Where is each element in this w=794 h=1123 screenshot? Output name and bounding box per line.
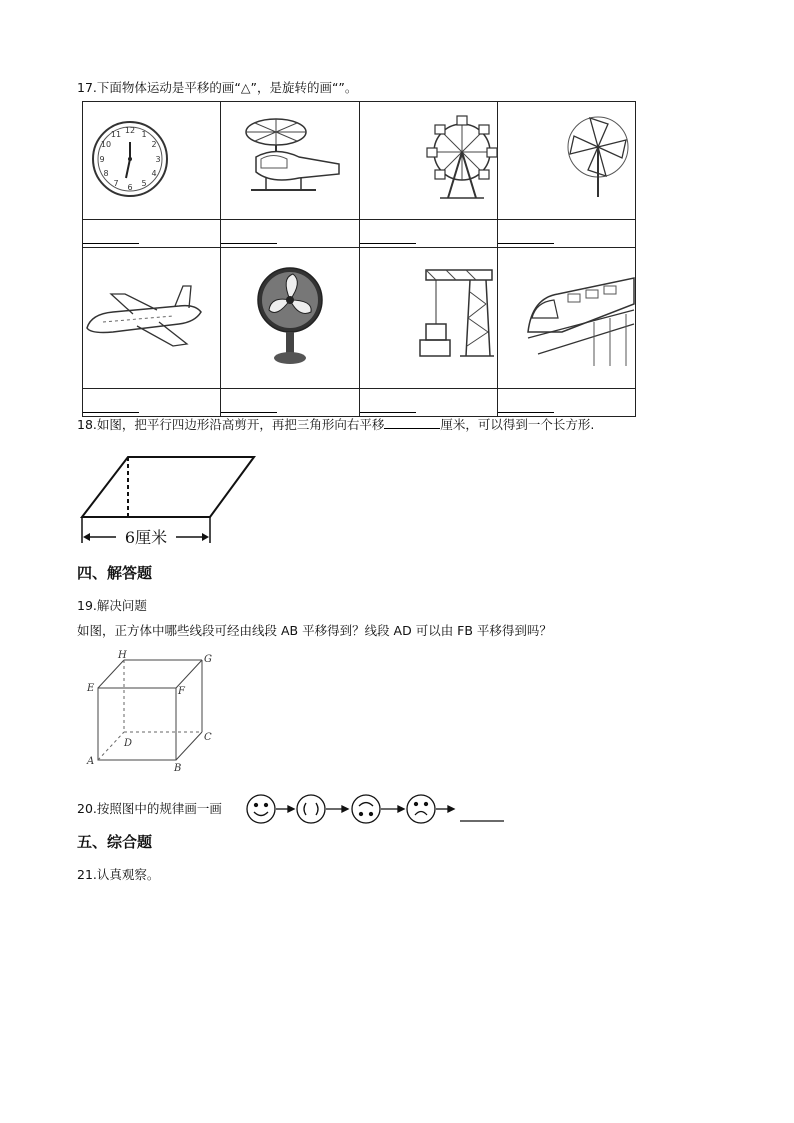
- svg-text:7: 7: [113, 179, 119, 188]
- label-d: D: [124, 738, 133, 749]
- cell-pinwheel: [497, 102, 635, 220]
- cell-train: [497, 248, 635, 389]
- svg-text:10: 10: [100, 140, 112, 149]
- svg-text:6: 6: [127, 183, 133, 192]
- section-4-title: 四、解答题: [77, 564, 153, 582]
- train-icon: [498, 248, 636, 384]
- answer-cell[interactable]: [359, 220, 497, 248]
- label-b: B: [174, 763, 182, 774]
- label-h: H: [118, 650, 127, 661]
- cell-helicopter: [221, 102, 359, 220]
- q17-table: [82, 101, 636, 417]
- q19-text: 如图，正方体中哪些线段可经由线段 AB 平移得到？线段 AD 可以由 FB 平移得到吗？: [77, 623, 552, 638]
- answer-cell[interactable]: [221, 220, 359, 248]
- answer-cell[interactable]: [497, 220, 635, 248]
- q19-title: 19.解决问题: [77, 598, 147, 613]
- svg-text:9: 9: [99, 155, 105, 164]
- label-c: C: [204, 732, 212, 743]
- label-a: A: [87, 756, 95, 767]
- svg-text:8: 8: [103, 169, 109, 178]
- pattern-sequence: [244, 792, 514, 828]
- label-e: E: [87, 683, 95, 694]
- answer-cell[interactable]: [359, 389, 497, 417]
- crane-icon: [360, 248, 498, 384]
- airplane-icon: [83, 248, 221, 384]
- answer-cell[interactable]: [83, 220, 221, 248]
- svg-text:5: 5: [141, 179, 147, 188]
- svg-text:12: 12: [124, 126, 136, 135]
- ferris-wheel-icon: [360, 102, 498, 215]
- label-g: G: [204, 654, 212, 665]
- answer-cell[interactable]: [497, 389, 635, 417]
- parallelogram-figure: [80, 455, 260, 545]
- pinwheel-icon: [498, 102, 636, 215]
- q21-text: 21.认真观察。: [77, 867, 160, 882]
- electric-fan-icon: [221, 248, 359, 384]
- q18-text: 18.如图，把平行四边形沿高剪开，再把三角形向右平移 厘米，可以得到一个长方形.: [77, 417, 595, 432]
- cell-airplane: [83, 248, 221, 389]
- answer-cell[interactable]: [83, 389, 221, 417]
- section-5-title: 五、综合题: [77, 833, 153, 851]
- cell-fan: [221, 248, 359, 389]
- q18-answer-blank[interactable]: [384, 416, 440, 429]
- svg-text:2: 2: [151, 140, 157, 149]
- cube-figure: [86, 650, 216, 775]
- svg-text:3: 3: [155, 155, 161, 164]
- cell-crane: [359, 248, 497, 389]
- svg-text:4: 4: [151, 169, 157, 178]
- cell-ferris-wheel: [359, 102, 497, 220]
- helicopter-icon: [221, 102, 359, 215]
- clock-icon: [83, 102, 221, 215]
- width-label: 6厘米: [124, 528, 168, 547]
- label-f: F: [178, 686, 185, 697]
- cell-clock: [83, 102, 221, 220]
- svg-text:1: 1: [141, 130, 147, 139]
- svg-text:11: 11: [110, 130, 122, 139]
- answer-cell[interactable]: [221, 389, 359, 417]
- q17-text: 17.下面物体运动是平移的画“△”，是旋转的画“”。: [77, 80, 358, 95]
- q20-text: 20.按照图中的规律画一画: [77, 801, 222, 816]
